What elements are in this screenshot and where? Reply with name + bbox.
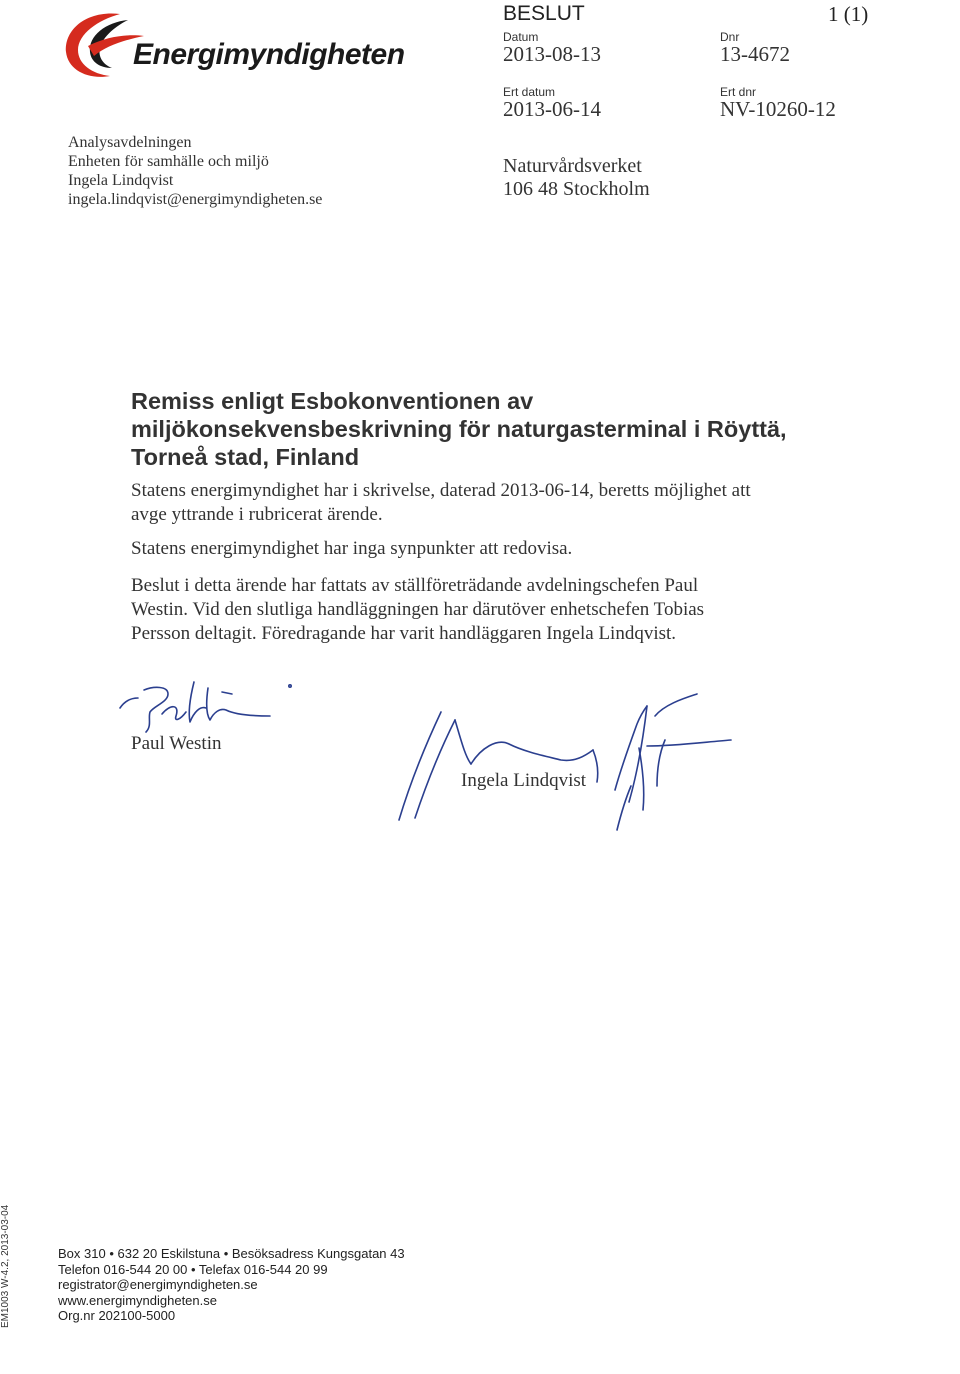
- sender-name: Ingela Lindqvist: [68, 172, 174, 189]
- recipient-name: Naturvårdsverket: [503, 155, 642, 177]
- title-line: Torneå stad, Finland: [131, 444, 360, 470]
- footer-contact: [58, 1246, 405, 1324]
- paragraph-decision: [131, 574, 831, 646]
- paragraph-line: Statens energimyndighet har i skrivelse, daterad 2013-06-14, beretts möjlighet att: [131, 480, 751, 501]
- their-reference-label: Ert dnr: [720, 85, 757, 99]
- logo-wordmark: Energimyndigheten: [133, 38, 405, 71]
- footer-address: Box 310 • 632 20 Eskilstuna • Besöksadress Kungsgatan 43: [58, 1246, 405, 1261]
- signature-ingela-lindqvist: [385, 690, 765, 840]
- date-value: 2013-08-13: [503, 42, 601, 66]
- their-reference-value: NV-10260-12: [720, 97, 836, 121]
- sender-unit: Enheten för samhälle och miljö: [68, 153, 269, 170]
- page-number: 1 (1): [828, 2, 869, 26]
- footer-email: registrator@energimyndigheten.se: [58, 1277, 258, 1292]
- document-title: [131, 387, 911, 471]
- paragraph-line: Persson deltagit. Föredragande har varit handläggaren Ingela Lindqvist.: [131, 623, 677, 644]
- sender-block: [68, 133, 322, 209]
- title-line: Remiss enligt Esbokonventionen av: [131, 388, 534, 414]
- footer-org-number: Org.nr 202100-5000: [58, 1308, 176, 1323]
- footer-phone: Telefon 016-544 20 00 • Telefax 016-544 20 99: [58, 1261, 328, 1277]
- sender-email: ingela.lindqvist@energimyndigheten.se: [68, 191, 323, 208]
- reference-label: Dnr: [720, 30, 740, 44]
- document-type: BESLUT: [503, 2, 585, 25]
- date-label: Datum: [503, 30, 539, 44]
- paragraph-intro: [131, 479, 831, 527]
- footer-website: www.energimyndigheten.se: [58, 1292, 217, 1308]
- paragraph-line: Beslut i detta ärende har fattats av ställföreträdande avdelningschefen Paul: [131, 575, 699, 596]
- reference-value: 13-4672: [720, 42, 790, 66]
- form-code-text: EM1003 W-4.2, 2013-03-04: [0, 1204, 11, 1328]
- sender-department: Analysavdelningen: [68, 134, 192, 151]
- recipient-block: [503, 155, 650, 201]
- paragraph-line: Statens energimyndighet har inga synpunkter att redovisa.: [131, 538, 573, 559]
- paragraph-line: Westin. Vid den slutliga handläggningen har därutöver enhetschefen Tobias: [131, 599, 705, 620]
- form-code: [0, 1204, 14, 1328]
- recipient-address: 106 48 Stockholm: [503, 178, 650, 200]
- their-date-value: 2013-06-14: [503, 97, 601, 121]
- signatory-name: Ingela Lindqvist: [461, 770, 587, 791]
- paragraph-statement: [131, 537, 831, 561]
- title-line: miljökonsekvensbeskrivning för naturgasterminal i Röyttä,: [131, 416, 787, 442]
- their-date-label: Ert datum: [503, 85, 556, 99]
- paragraph-line: avge yttrande i rubricerat ärende.: [131, 504, 383, 525]
- signatory-name: Paul Westin: [131, 733, 222, 754]
